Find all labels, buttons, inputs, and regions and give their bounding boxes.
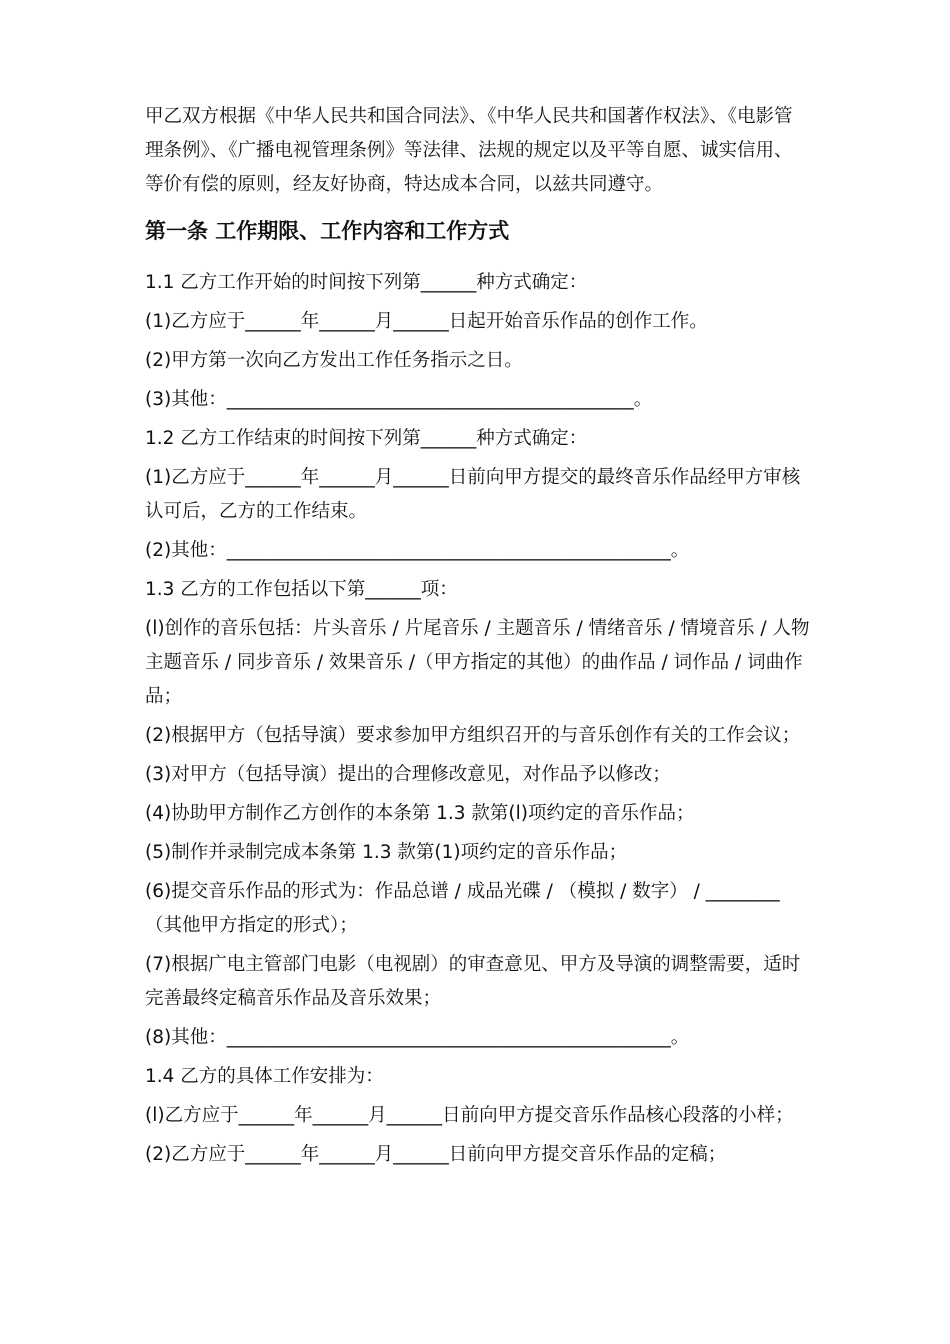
clause-1-3-item-1: (l)创作的音乐包括：片头音乐 / 片尾音乐 / 主题音乐 / 情绪音乐 / 情境音乐 / 人物主题音乐 / 同步音乐 / 效果音乐 /（甲方指定的其他）的曲作品 / 词作品 / 词曲作品； (145, 618, 810, 707)
clause-1-3-item-5: (5)制作并录制完成本条第 1.3 款第(1)项约定的音乐作品； (145, 842, 628, 863)
clause-1-3-item-7: (7)根据广电主管部门电影（电视剧）的审查意见、甲方及导演的调整需要，适时完善最终定稿音乐作品及音乐效果； (145, 954, 801, 1009)
clause-1-2-option-1: (1)乙方应于______年______月______日前向甲方提交的最终音乐作品经甲方审核认可后，乙方的工作结束。 (145, 467, 801, 522)
clause-1-4: 1.4 乙方的具体工作安排为： (145, 1066, 384, 1087)
clause-1-4-item-1: (l)乙方应于______年______月______日前向甲方提交音乐作品核心段落的小样； (145, 1105, 794, 1126)
clause-1-2: 1.2 乙方工作结束的时间按下列第______种方式确定： (145, 428, 588, 449)
clause-1-2-option-2: (2)其他：________________________________________________。 (145, 540, 690, 561)
intro-paragraph: 甲乙双方根据《中华人民共和国合同法》、《中华人民共和国著作权法》、《电影管理条例》、《广播电视管理条例》等法律、法规的规定以及平等自愿、诚实信用、等价有偿的原则，经友好协商，特达成本合同，以兹共同遵守。 (145, 106, 793, 195)
clause-1-3: 1.3 乙方的工作包括以下第______项： (145, 579, 458, 600)
clause-1-3-item-2: (2)根据甲方（包括导演）要求参加甲方组织召开的与音乐创作有关的工作会议； (145, 725, 801, 746)
clause-1-3-item-6: (6)提交音乐作品的形式为：作品总谱 / 成品光碟 / （模拟 / 数字） / ________（其他甲方指定的形式）； (145, 881, 780, 936)
document-body (145, 100, 810, 1177)
clause-1-1-option-3: (3)其他：____________________________________________。 (145, 389, 653, 410)
clause-1-1-option-1: (1)乙方应于______年______月______日起开始音乐作品的创作工作。 (145, 311, 708, 332)
clause-1-3-item-4: (4)协助甲方制作乙方创作的本条第 1.3 款第(l)项约定的音乐作品； (145, 803, 695, 824)
clause-1-4-item-2: (2)乙方应于______年______月______日前向甲方提交音乐作品的定稿； (145, 1144, 727, 1165)
article-1-title: 第一条 工作期限、工作内容和工作方式 (145, 219, 510, 243)
clause-1-3-item-3: (3)对甲方（包括导演）提出的合理修改意见，对作品予以修改； (145, 764, 671, 785)
clause-1-1-option-2: (2)甲方第一次向乙方发出工作任务指示之日。 (145, 350, 523, 371)
clause-1-1: 1.1 乙方工作开始的时间按下列第______种方式确定： (145, 272, 588, 293)
clause-1-3-item-8: (8)其他：________________________________________________。 (145, 1027, 690, 1048)
